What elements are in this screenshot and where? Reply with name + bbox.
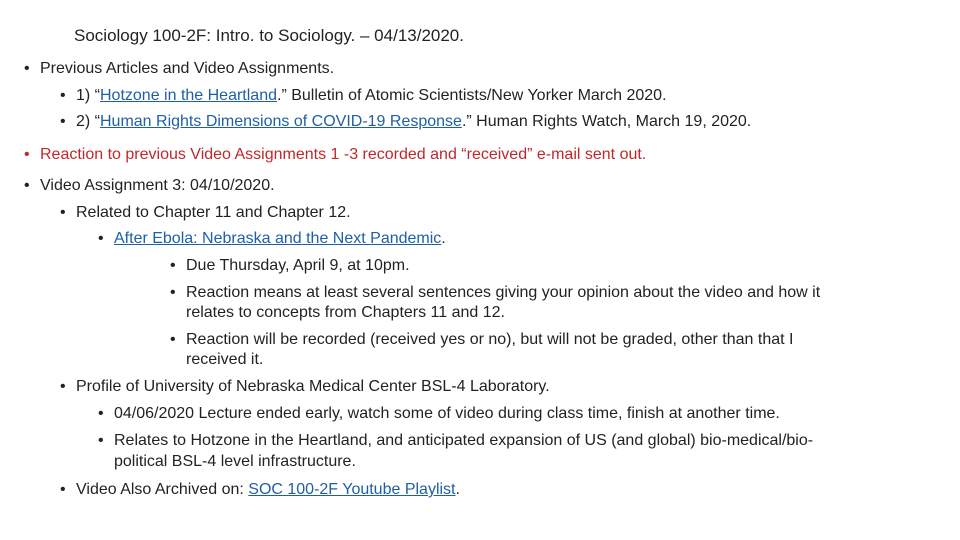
bullet-icon: •	[98, 432, 104, 449]
item-text: Video Assignment 3: 04/10/2020.	[40, 177, 275, 194]
list-item-profile	[60, 377, 550, 396]
list-item-related-chapters	[60, 203, 351, 222]
page-title: Sociology 100-2F: Intro. to Sociology. – 04/13/2020.	[74, 26, 464, 45]
bullet-icon: •	[24, 177, 30, 194]
bullet-icon: •	[24, 60, 30, 77]
item-text: .” Bulletin of Atomic Scientists/New Yorker March 2020.	[277, 87, 667, 104]
list-item-reaction-recorded-cont	[186, 350, 263, 369]
bullet-icon: •	[24, 146, 30, 163]
item-text: Reaction means at least several sentences giving your opinion about the video and how it	[186, 284, 821, 301]
human-rights-link[interactable]: Human Rights Dimensions of COVID-19 Response	[100, 113, 462, 130]
item-text: Previous Articles and Video Assignments.	[40, 60, 335, 77]
list-item-archived	[60, 480, 460, 499]
bullet-icon: •	[98, 230, 104, 247]
item-text: Related to Chapter 11 and Chapter 12.	[76, 204, 351, 221]
bullet-icon: •	[60, 87, 66, 104]
item-text: Video Also Archived on:	[76, 481, 249, 498]
item-text: 2) “	[76, 113, 100, 130]
item-text: Due Thursday, April 9, at 10pm.	[186, 257, 410, 274]
bullet-icon: •	[60, 113, 66, 130]
list-item-ebola	[98, 229, 446, 248]
list-item-video-assignment-3	[24, 176, 275, 195]
bullet-icon: •	[60, 481, 66, 498]
item-text: political BSL-4 level infrastructure.	[114, 453, 356, 470]
list-item-article-2	[60, 112, 751, 131]
after-ebola-link[interactable]: After Ebola: Nebraska and the Next Pandemic	[114, 230, 442, 247]
item-text: Reaction to previous Video Assignments 1 -3 recorded and “received” e-mail sent out.	[40, 146, 647, 163]
bullet-icon: •	[60, 378, 66, 395]
item-text: .	[441, 230, 446, 247]
item-text: Profile of University of Nebraska Medical Center BSL-4 Laboratory.	[76, 378, 550, 395]
list-item-reaction-recorded	[170, 330, 793, 349]
list-item-reaction-means	[170, 283, 820, 302]
item-text: 04/06/2020 Lecture ended early, watch some of video during class time, finish at another time.	[114, 405, 780, 422]
item-text: relates to concepts from Chapters 11 and 12.	[186, 304, 505, 321]
item-text: Relates to Hotzone in the Heartland, and anticipated expansion of US (and global) bio-medical/bio-	[114, 432, 814, 449]
item-text: received it.	[186, 351, 264, 368]
list-item-previous-articles	[24, 59, 334, 78]
list-item-relates-cont	[114, 452, 356, 471]
item-text: .” Human Rights Watch, March 19, 2020.	[461, 113, 752, 130]
item-text: 1) “	[76, 87, 100, 104]
item-text: .	[455, 481, 460, 498]
bullet-icon: •	[170, 331, 176, 348]
bullet-icon: •	[170, 257, 176, 274]
list-item-due	[170, 256, 410, 275]
list-item-lecture	[98, 404, 780, 423]
bullet-icon: •	[60, 204, 66, 221]
hotzone-link[interactable]: Hotzone in the Heartland	[100, 87, 277, 104]
list-item-reaction-means-cont	[186, 303, 505, 322]
bullet-icon: •	[170, 284, 176, 301]
list-item-reaction-notice	[24, 145, 646, 164]
list-item-article-1	[60, 86, 667, 105]
bullet-icon: •	[98, 405, 104, 422]
youtube-playlist-link[interactable]: SOC 100-2F Youtube Playlist	[248, 481, 456, 498]
item-text: Reaction will be recorded (received yes or no), but will not be graded, other than that I	[186, 331, 794, 348]
list-item-relates	[98, 431, 813, 450]
